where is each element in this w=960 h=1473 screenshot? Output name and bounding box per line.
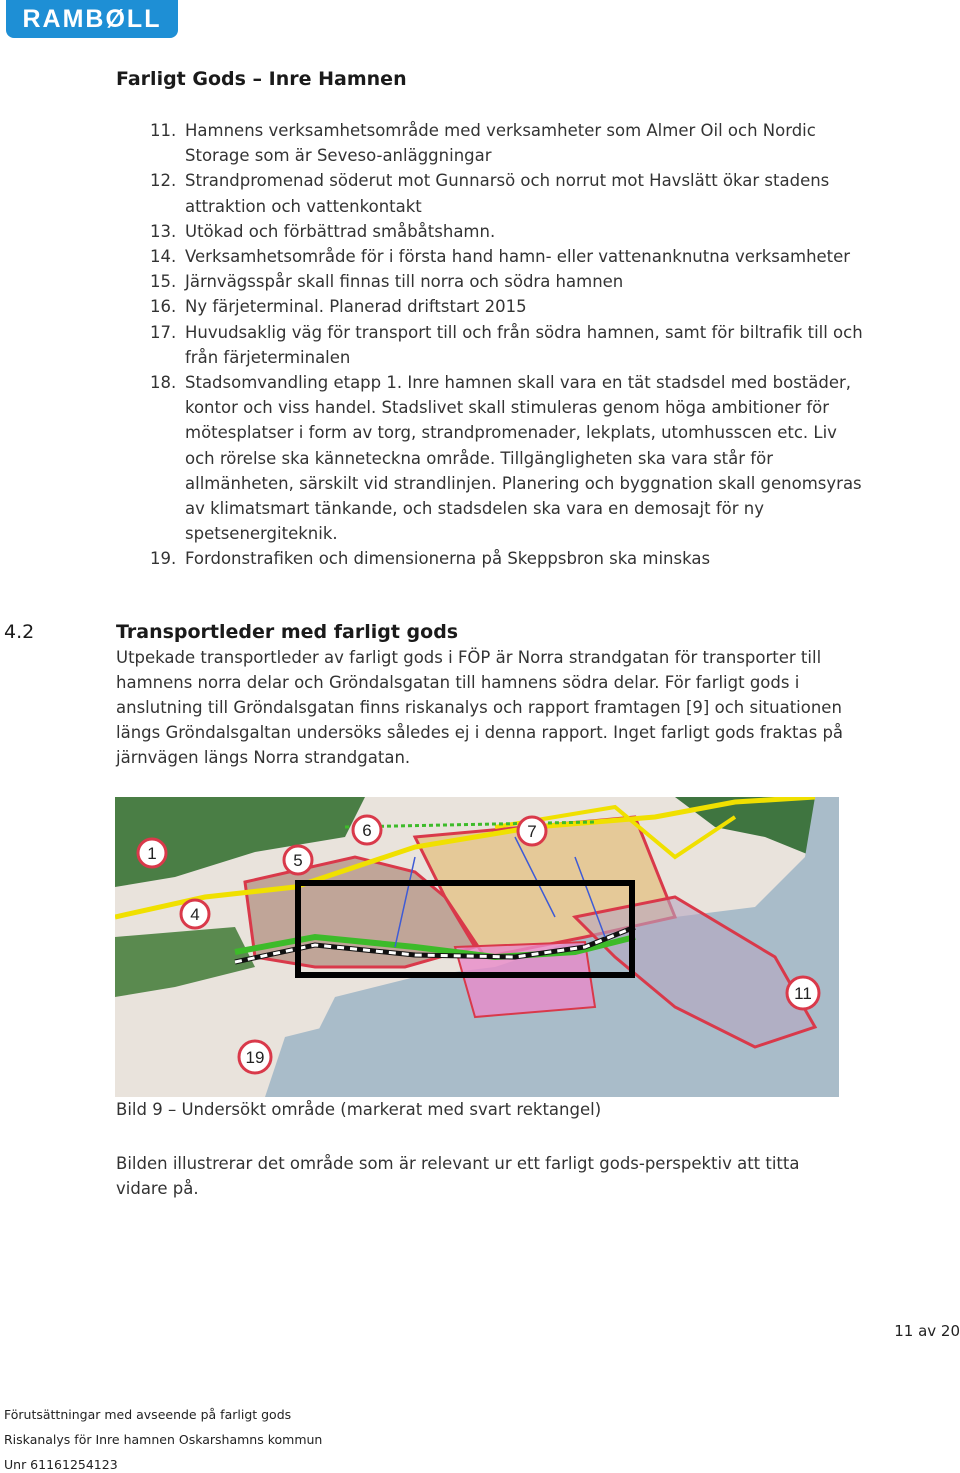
list-item: 16. Ny färjeterminal. Planerad driftstart 2015 [150,297,527,317]
subsection-number: 4.2 [4,621,35,643]
svg-text:6: 6 [362,821,372,840]
closing-paragraph: Bilden illustrerar det område som är relevant ur ett farligt gods-perspektiv att titta vidare på. [116,1154,800,1198]
page-number: 11 av 20 [894,1322,960,1340]
map-marker-1 [138,839,166,867]
harbour-map-figure [115,797,839,1097]
company-logo: RAMBØLL [6,0,178,38]
numbered-list [150,118,870,572]
section-title: Farligt Gods – Inre Hamnen [116,68,407,90]
subsection-body: Utpekade transportleder av farligt gods i FÖP är Norra strandgatan för transporter till hamnens norra delar och Gröndalsgatan till hamnens södra delar. För farligt gods i anslutning till Gröndalsgatan finns riskanalys och rapport framtagen [9] och situationen längs Gröndalsgaltan undersöks således ej i denna rapport. Inget farligt gods fraktas på järnvägen längs Norra strandgatan. [116,648,844,767]
svg-text:1: 1 [147,844,157,863]
footer-line-2: Riskanalys för Inre hamnen Oskarshamns kommun [4,1432,323,1447]
svg-text:7: 7 [527,822,537,841]
list-item: 14. Verksamhetsområde för i första hand hamn- eller vattenanknutna verksamheter [150,247,851,267]
footer-line-1: Förutsättningar med avseende på farligt gods [4,1407,292,1422]
list-item: 18. Stadsomvandling etapp 1. Inre hamnen skall vara en tät stadsdel med bostäder, kontor och viss handel. Stadslivet skall stimuleras genom höga ambitioner för mötesplatser i form av torg, strandpromenader, lekplats, utomhusscen etc. Liv och rörelse ska känneteckna område. Tillgängligheten ska vara står för allmänheten, särskilt vid strandlinjen. Planering och byggnation skall genomsyras av klimatsmart tänkande, och stadsdelen ska vara en demosajt för ny spetsenergiteknik. [150,373,862,544]
svg-text:5: 5 [293,851,303,870]
svg-text:4: 4 [190,905,200,924]
svg-text:11: 11 [794,984,812,1003]
map-marker-7 [518,817,546,845]
map-marker-4 [181,900,209,928]
map-marker-5 [284,846,312,874]
footer-line-3: Unr 61161254123 [4,1457,118,1472]
list-item: 15. Järnvägsspår skall finnas till norra och södra hamnen [150,272,624,292]
figure-caption: Bild 9 – Undersökt område (markerat med svart rektangel) [116,1100,602,1119]
list-item: 13. Utökad och förbättrad småbåtshamn. [150,221,496,241]
svg-text:19: 19 [245,1048,265,1067]
map-marker-6 [353,816,381,844]
list-item: 12. Strandpromenad söderut mot Gunnarsö och norrut mot Havslätt ökar stadens attraktion och vattenkontakt [150,171,830,216]
subsection-title: Transportleder med farligt gods [116,621,459,643]
list-item: 19. Fordonstrafiken och dimensionerna på Skeppsbron ska minskas [150,549,711,569]
map-marker-19 [239,1041,271,1073]
map-marker-11 [787,977,819,1009]
list-item: 17. Huvudsaklig väg för transport till och från södra hamnen, samt för biltrafik till och från färjeterminalen [150,322,863,367]
list-item: 11. Hamnens verksamhetsområde med verksamheter som Almer Oil och Nordic Storage som är Seveso-anläggningar [150,121,816,166]
